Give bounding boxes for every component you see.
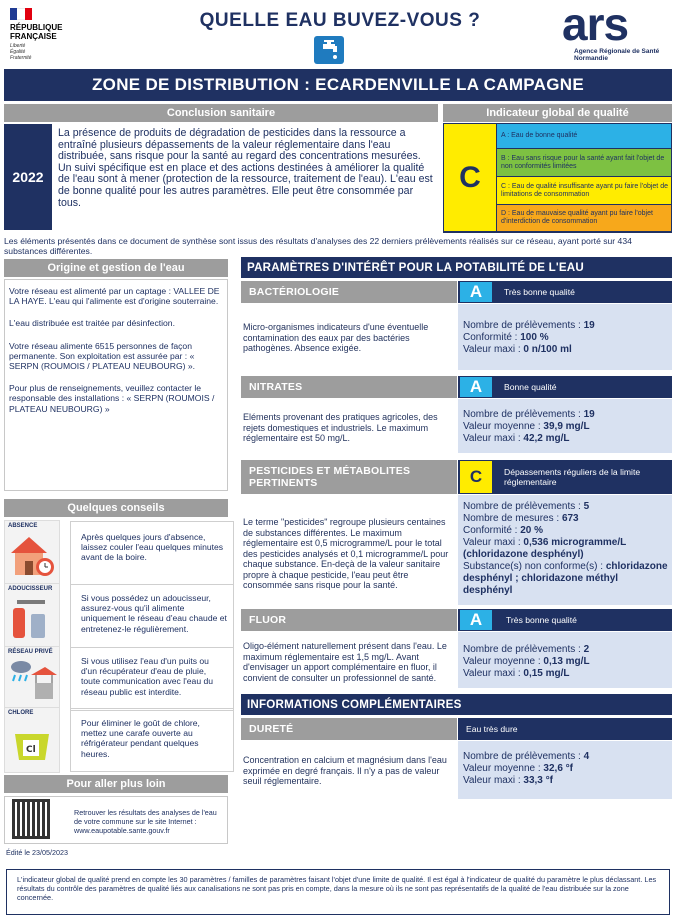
zone-title: ZONE DE DISTRIBUTION : ECARDENVILLE LA CAMPAGNE [4,69,672,101]
origine-traitement: L'eau distribuée est traitée par désinfection. [9,318,175,329]
ars-agency: Agence Régionale de Santé [574,48,660,55]
loin-heading: Pour aller plus loin [4,775,228,793]
param-fluor-desc: Oligo-élément naturellement présent dans l'eau. Le maximum réglementaire est 1,5 mg/L. Avant d'envisager un apport complémentaire en fluor, il convient de consulter un professionnel de santé. [243,641,447,683]
softener-icon: ADOUCISSEUR [4,583,60,649]
param-bacteriologie-verdict: Très bonne qualité [504,287,575,297]
param-bacteriologie-desc: Micro-organismes indicateurs d'une éventuelle contamination des eaux par des bactéries pathogènes. Absence exigée. [243,322,429,353]
page-title: QUELLE EAU BUVEZ-VOUS ? [199,10,481,31]
conseil-chlore [4,707,234,773]
conclusion-text: La présence de produits de dégradation de pesticides dans la ressource a entraîné plusieurs dépassements de la valeur réglementaire dans l'eau distribuée, sans risque pour la santé au regard des concentrations mesurées. Un suivi spécifique est en place et des actions destinées à améliorer la qualité de l'eau sont à mener (protection de la ressource, traitement de l'eau). L'eau est de bonne qualité pour les autres paramètres. Elle peut être consommée par tous. [58,127,433,209]
tap-icon [314,36,344,64]
param-fluor-verdict: Très bonne qualité [506,615,577,625]
origine-heading: Origine et gestion de l'eau [4,259,228,277]
param-fluor-stats: Nombre de prélèvements : 2 Valeur moyenne : 0,13 mg/L Valeur maxi : 0,15 mg/L [458,632,672,688]
footer-note: L'indicateur global de qualité prend en compte les 30 paramètres / familles de paramètres faisant l'objet d'une limite de qualité. Il est égal à l'indicateur de qualité du paramètre le plus déclassant. Les résultats du contrôle des paramètres de qualité liés aux canalisations ne sont pas pris en compte, dans la mesure où ils ne sont pas représentatifs de la qualité de l'eau distribuée sur la zone concernée. [17,875,657,902]
param-bacteriologie-grade: A [460,282,492,302]
param-pesticides-desc: Le terme "pesticides" regroupe plusieurs centaines de substances différentes. Le maximum réglementaire est 0,5 microgramme/L pour le total des pesticides analysés et 0,1 microgramme/L pour chaque substance. En-deçà de la valeur sanitaire propre à chaque pesticide, l'eau peut être consommée sans risque pour la santé. [243,517,449,590]
param-pesticides-verdict: Dépassements réguliers de la limite réglementaire [504,467,641,487]
house-clock-icon: ABSENCE [4,520,60,586]
loin-text: Retrouver les résultats des analyses de l'eau de votre commune sur le site Internet : www.eaupotable.sante.gouv.fr [74,808,217,835]
param-pesticides-name: PESTICIDES ET MÉTABOLITES PERTINENTS [241,460,457,494]
infos-heading: INFORMATIONS COMPLÉMENTAIRES [241,694,672,715]
param-nitrates-stats: Nombre de prélèvements : 19 Valeur moyenne : 39,9 mg/L Valeur maxi : 42,2 mg/L [458,399,672,453]
param-bacteriologie-stats: Nombre de prélèvements : 19 Conformité : 100 % Valeur maxi : 0 n/100 ml [458,304,672,370]
param-pesticides-stats: Nombre de prélèvements : 5 Nombre de mesures : 673 Conformité : 20 % Valeur maxi : 0,536 microgramme/L (chloridazone desphényl) Substance(s) non conforme(s) : chloridazone desphényl ; chloridazone méthyl desphényl [458,495,672,605]
param-fluor-grade: A [460,610,492,630]
param-fluor-name: FLUOR [241,609,457,631]
devise-1: Liberté [10,43,26,49]
level-b: B : Eau sans risque pour la santé ayant fait l'objet de non conformités limitées [497,149,671,176]
param-nitrates-desc: Eléments provenant des pratiques agricoles, des rejets domestiques et industriels. Le maximum réglementaire est 50 mg/L. [243,412,438,443]
param-bacteriologie-verdict-bar [458,281,672,303]
devise-3: Fraternité [10,55,32,61]
durete-stats: Nombre de prélèvements : 4 Valeur moyenne : 32,6 °f Valeur maxi : 33,3 °f [458,741,672,799]
param-nitrates-verdict: Bonne qualité [504,382,557,392]
conseil-reseau-prive [4,646,234,712]
footer-note-box [6,869,670,915]
republique-line1: RÉPUBLIQUE [10,23,63,32]
durete-verdict-bar [458,718,672,740]
conclusion-year: 2022 [4,124,52,230]
marianne-logo [10,8,70,62]
ars-logo [562,2,668,66]
chlorine-icon: CHLORE Cl [4,707,60,773]
param-pesticides-grade: C [460,461,492,493]
param-fluor-verdict-bar [458,609,672,631]
conseil-absence [4,520,234,586]
svg-text:Cl: Cl [26,745,36,755]
level-d: D : Eau de mauvaise qualité ayant pu faire l'objet d'interdiction de consommation [497,205,671,231]
durete-name: DURETÉ [241,718,457,740]
republique-line2: FRANÇAISE [10,32,57,41]
level-a: A : Eau de bonne qualité [497,124,671,148]
well-rain-icon: RÉSEAU PRIVÉ [4,646,60,712]
edited-date: Édité le 23/05/2023 [6,848,68,857]
origine-captage: Votre réseau est alimenté par un captage : VALLEE DE LA HAYE. L'eau qui l'alimente est d'origine souterraine. [9,286,220,307]
durete-verdict: Eau très dure [466,724,518,734]
ars-wordmark: ars [562,0,629,50]
synthese-note: Les éléments présentés dans ce document de synthèse sont issus des résultats d'analyses des 22 derniers prélèvements réalisés sur ce réseau, ayant porté sur 434 substances différentes. [4,236,632,256]
conseil-reseau-prive-text: Si vous utilisez l'eau d'un puits ou d'un récupérateur d'eau de pluie, toute communication avec l'eau du réseau public est interdite. [70,647,234,711]
param-nitrates-grade: A [460,377,492,397]
qr-code-icon [12,799,50,839]
conclusion-heading: Conclusion sanitaire [4,104,438,122]
param-nitrates-verdict-bar [458,376,672,398]
origine-population: Votre réseau alimente 6515 personnes de façon permanente. Son exploitation est assurée par : « SERPN (ROUMOIS / PLATEAU NEUBOURG) ». [9,340,196,372]
global-grade: C [444,124,496,231]
conseil-absence-text: Après quelques jours d'absence, laissez couler l'eau quelques minutes avant de la boire. [70,521,234,585]
origine-contact: Pour plus de renseignements, veuillez contacter le responsable des installations : « SERPN (ROUMOIS / PLATEAU NEUBOURG) » [9,383,215,414]
conseil-chlore-text: Pour éliminer le goût de chlore, mettez une carafe ouverte au réfrigérateur pendant quelques heures. [70,708,234,772]
param-nitrates-name: NITRATES [241,376,457,398]
ars-region: Normandie [574,55,608,62]
indicateur-heading: Indicateur global de qualité [443,104,672,122]
parametres-heading: PARAMÈTRES D'INTÉRÊT POUR LA POTABILITÉ DE L'EAU [241,257,672,278]
origine-box [4,279,228,491]
level-c: C : Eau de qualité insuffisante ayant pu faire l'objet de limitations de consommation [497,177,671,204]
conseil-adoucisseur [4,583,234,649]
conseils-heading: Quelques conseils [4,499,228,517]
flag-icon [10,8,32,20]
param-pesticides-verdict-bar [458,460,672,494]
durete-desc: Concentration en calcium et magnésium dans l'eau exprimée en degré français. Il n'y a pas de valeur seuil réglementaire. [243,755,447,786]
devise-2: Égalité [10,49,26,55]
conseil-adoucisseur-text: Si vous possédez un adoucisseur, assurez-vous qu'il alimente uniquement le réseau d'eau chaude et entretenez-le régulièrement. [70,584,234,648]
param-bacteriologie-name: BACTÉRIOLOGIE [241,281,457,303]
